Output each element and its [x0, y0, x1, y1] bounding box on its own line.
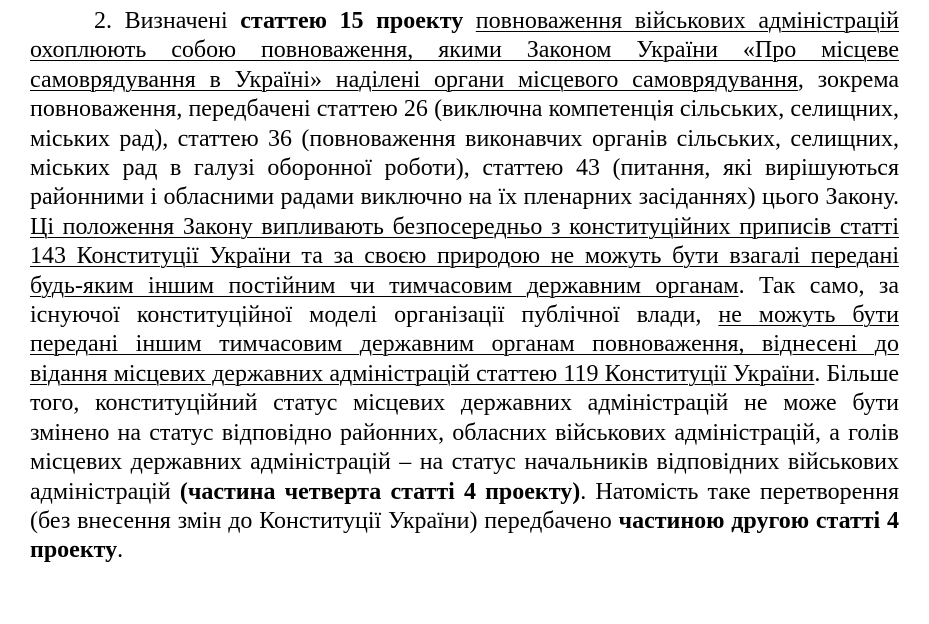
paragraph-2: [30, 7, 899, 566]
bold-reference-part-4-article-4: (частина четверта статті 4 проекту): [179, 478, 581, 505]
underlined-article-119: не можуть бути передані іншим тимчасовим державним органам повноваження, віднесені до відання місцевих державних адміністрацій статтею 119 Конституції України: [30, 302, 899, 387]
text-segment: .: [117, 537, 124, 564]
text-segment: . Так само, за існуючої конституційної моделі організації публічної влади,: [30, 272, 900, 329]
underlined-constitutional-provisions: Ці положення Закону випливають безпосередньо з конституційних приписів статті 143 Конституції України та за своєю природою не можуть бути взагалі передані будь-яким іншим постійним чи тимчасовим державним органам: [30, 213, 899, 299]
text-segment: . Натомість таке перетворення (без внесення змін до Конституції України) передбачено: [30, 478, 900, 534]
bold-reference-part-2-article-4: частиною другою статті 4 проекту: [30, 507, 899, 564]
bold-reference-article-15: статтею 15 проекту: [240, 8, 464, 34]
text-segment: [463, 8, 476, 34]
document-body: [30, 7, 899, 566]
text-segment: . Більше того, конституційний статус місцевих державних адміністрацій не може бути змінено на статус відповідно районних, обласних військових адміністрацій, а голів місцевих державних адміністрацій – на статус начальників відповідних військових адміністрацій: [30, 360, 899, 505]
text-segment: , зокрема повноваження, передбачені статтею 26 (виключна компетенція сільських, селищних, міських рад), статтею 36 (повноваження виконавчих органів сільських, селищних, міських рад в галузі оборонної роботи), статтею 43 (питання, які вирішуються районними і обласними радами виключно на їх пленарних засіданнях) цього Закону.: [30, 66, 899, 211]
underlined-military-admin-powers: повноваження військових адміністрацій охоплюють собою повноваження, якими Законом України «Про місцеве самоврядування в Україні» наділені органи місцевого самоврядування: [30, 8, 900, 93]
paragraph-number-and-intro: 2. Визначені: [94, 8, 241, 34]
